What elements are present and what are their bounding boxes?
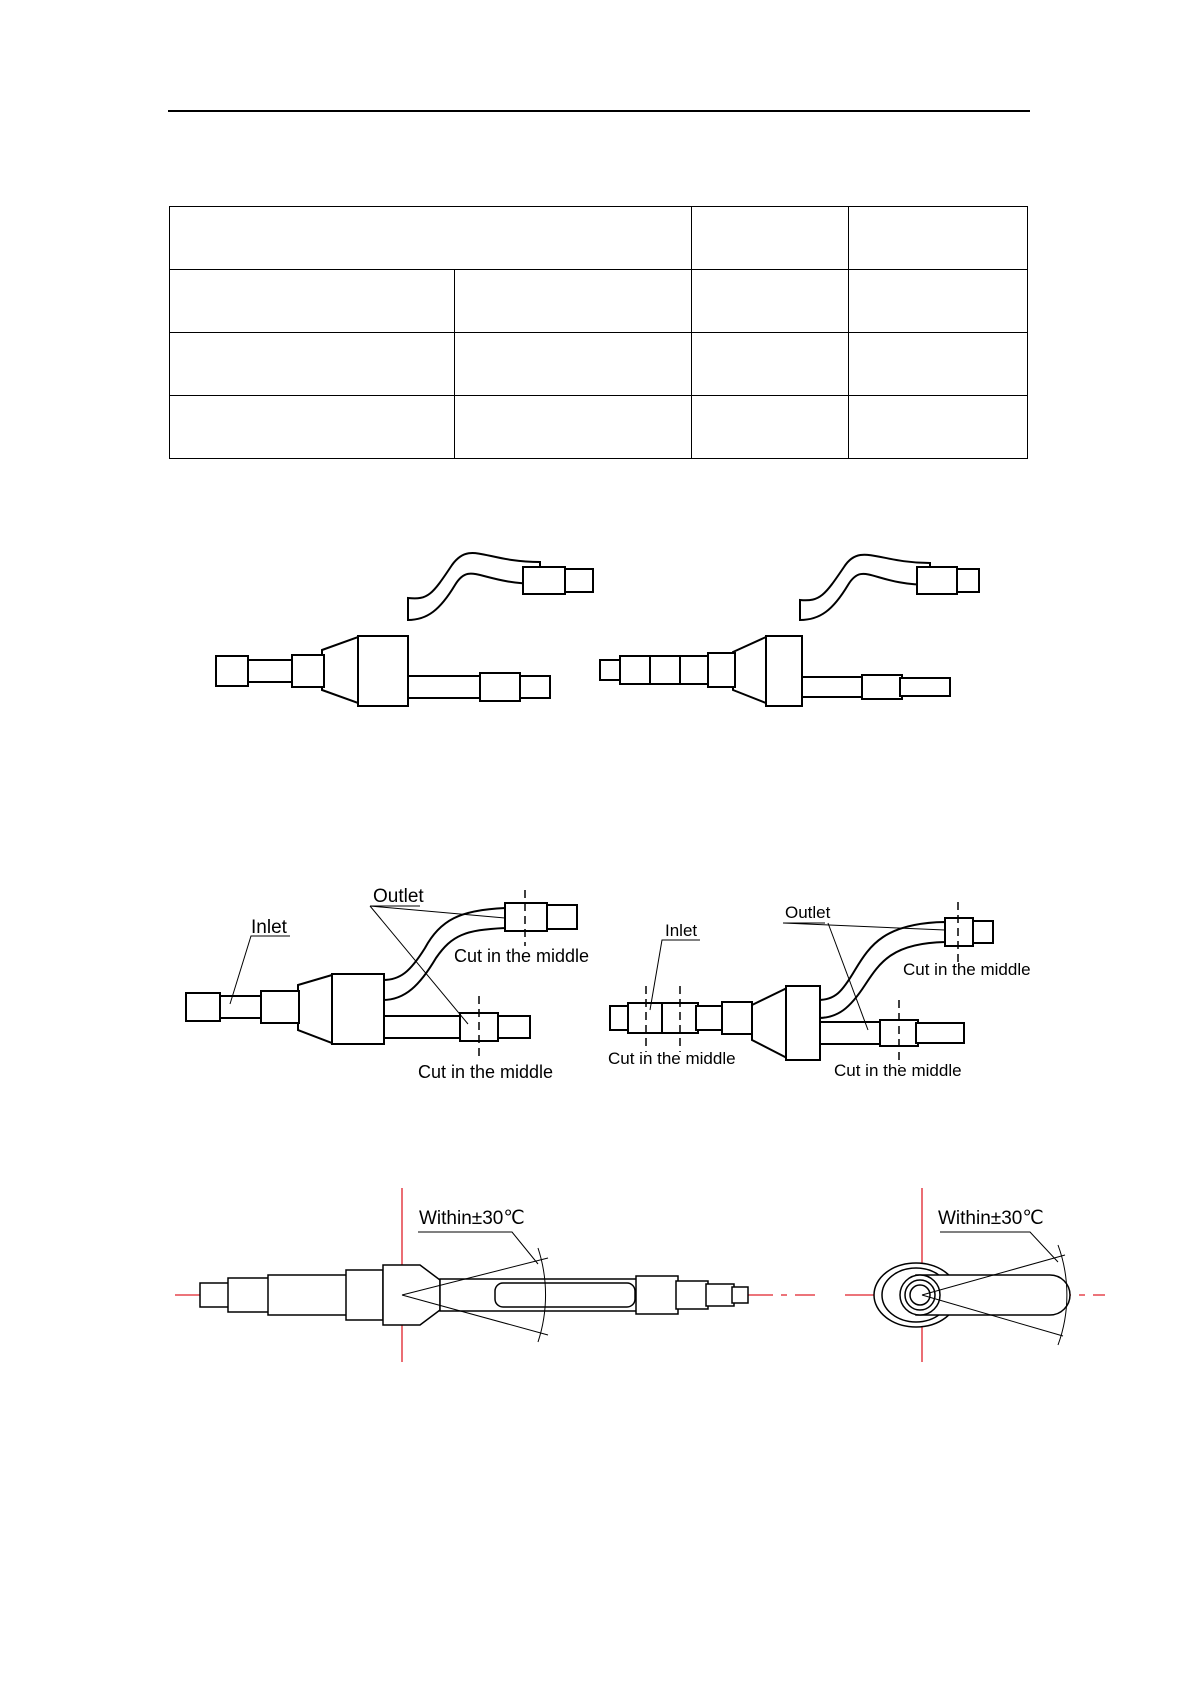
lower-branch-pipe — [383, 1016, 463, 1038]
cut-label: Cut in the middle — [454, 946, 590, 966]
joint-body — [383, 1265, 440, 1325]
upper-branch-collar — [505, 903, 547, 931]
upper-branch-collar — [917, 567, 957, 594]
angle-leader — [418, 1232, 538, 1264]
inlet-step — [650, 656, 682, 684]
table-cell — [692, 396, 849, 459]
outlet-label: Outlet — [785, 903, 831, 922]
reducer-cone — [752, 988, 787, 1058]
inlet-collar — [261, 991, 299, 1023]
reducer-cone — [298, 975, 332, 1043]
table-cell — [454, 333, 692, 396]
cut-label: Cut in the middle — [608, 1049, 736, 1068]
branch-pipe-inner — [495, 1283, 635, 1307]
pipe-opening-inner — [910, 1285, 930, 1305]
branch-joint-left — [216, 553, 593, 706]
joint-body — [766, 636, 802, 706]
inlet-stub — [186, 993, 220, 1021]
branch-step — [706, 1284, 734, 1306]
angle-label: Within±30℃ — [419, 1208, 525, 1229]
table-cell — [170, 270, 455, 333]
lower-branch-stub — [900, 678, 950, 696]
spec-table — [169, 206, 1028, 459]
inlet-stub — [600, 660, 622, 680]
lower-branch-step — [862, 675, 902, 699]
cut-instruction-figure — [0, 870, 1191, 1085]
table-cell — [849, 270, 1028, 333]
outlet-label: Outlet — [373, 886, 424, 907]
table-cell — [454, 270, 692, 333]
table-cell — [170, 207, 692, 270]
reducer-cone — [322, 637, 358, 703]
cut-label: Cut in the middle — [834, 1061, 962, 1080]
inlet-pipe — [218, 996, 263, 1018]
table-cell — [454, 396, 692, 459]
angle-tolerance-figure — [0, 1185, 1191, 1365]
inlet-pipe — [268, 1275, 348, 1315]
upper-branch-collar — [523, 567, 565, 594]
inlet-step — [680, 656, 710, 684]
inlet-stub — [216, 656, 248, 686]
table-cell — [849, 333, 1028, 396]
joint-body — [332, 974, 384, 1044]
inlet-stub — [200, 1283, 230, 1307]
table-cell — [692, 333, 849, 396]
reducer-cone — [733, 637, 766, 703]
joint-end-view — [874, 1263, 1070, 1327]
joint-body — [358, 636, 408, 706]
upper-branch-collar — [945, 918, 973, 946]
branch-collar — [636, 1276, 678, 1314]
table-row — [170, 207, 1028, 270]
cut-joint-left — [186, 903, 577, 1044]
angle-label: Within±30℃ — [938, 1208, 1044, 1229]
lower-branch-stub — [916, 1023, 964, 1043]
table-row — [170, 270, 1028, 333]
inlet-step — [696, 1006, 724, 1030]
table-cell — [692, 270, 849, 333]
cut-label: Cut in the middle — [418, 1062, 554, 1082]
inlet-collar — [722, 1002, 752, 1034]
upper-branch-pipe — [800, 555, 930, 620]
branch-joint-figure — [0, 545, 1191, 725]
cut-label: Cut in the middle — [903, 960, 1031, 979]
branch-stub — [732, 1287, 748, 1303]
table-row — [170, 396, 1028, 459]
lower-branch-pipe — [800, 677, 870, 697]
table-cell — [170, 333, 455, 396]
inlet-leader — [650, 940, 700, 1010]
inlet-collar — [292, 655, 324, 687]
inlet-label: Inlet — [251, 917, 287, 938]
inlet-step — [620, 656, 652, 684]
table-cell — [692, 207, 849, 270]
inlet-pipe — [247, 660, 292, 682]
table-cell — [849, 396, 1028, 459]
inlet-collar — [346, 1270, 383, 1320]
angle-leader — [940, 1232, 1058, 1262]
lower-branch-collar — [480, 673, 520, 701]
table-row — [170, 333, 1028, 396]
upper-branch-pipe — [408, 553, 540, 620]
joint-side-view — [200, 1265, 748, 1325]
inlet-collar — [708, 653, 735, 687]
header-rule — [168, 110, 1030, 112]
inlet-label: Inlet — [665, 921, 698, 940]
joint-body — [786, 986, 820, 1060]
branch-step — [676, 1281, 708, 1309]
inlet-step — [228, 1278, 270, 1312]
branch-joint-right — [600, 555, 979, 706]
table-cell — [849, 207, 1028, 270]
table-cell — [170, 396, 455, 459]
